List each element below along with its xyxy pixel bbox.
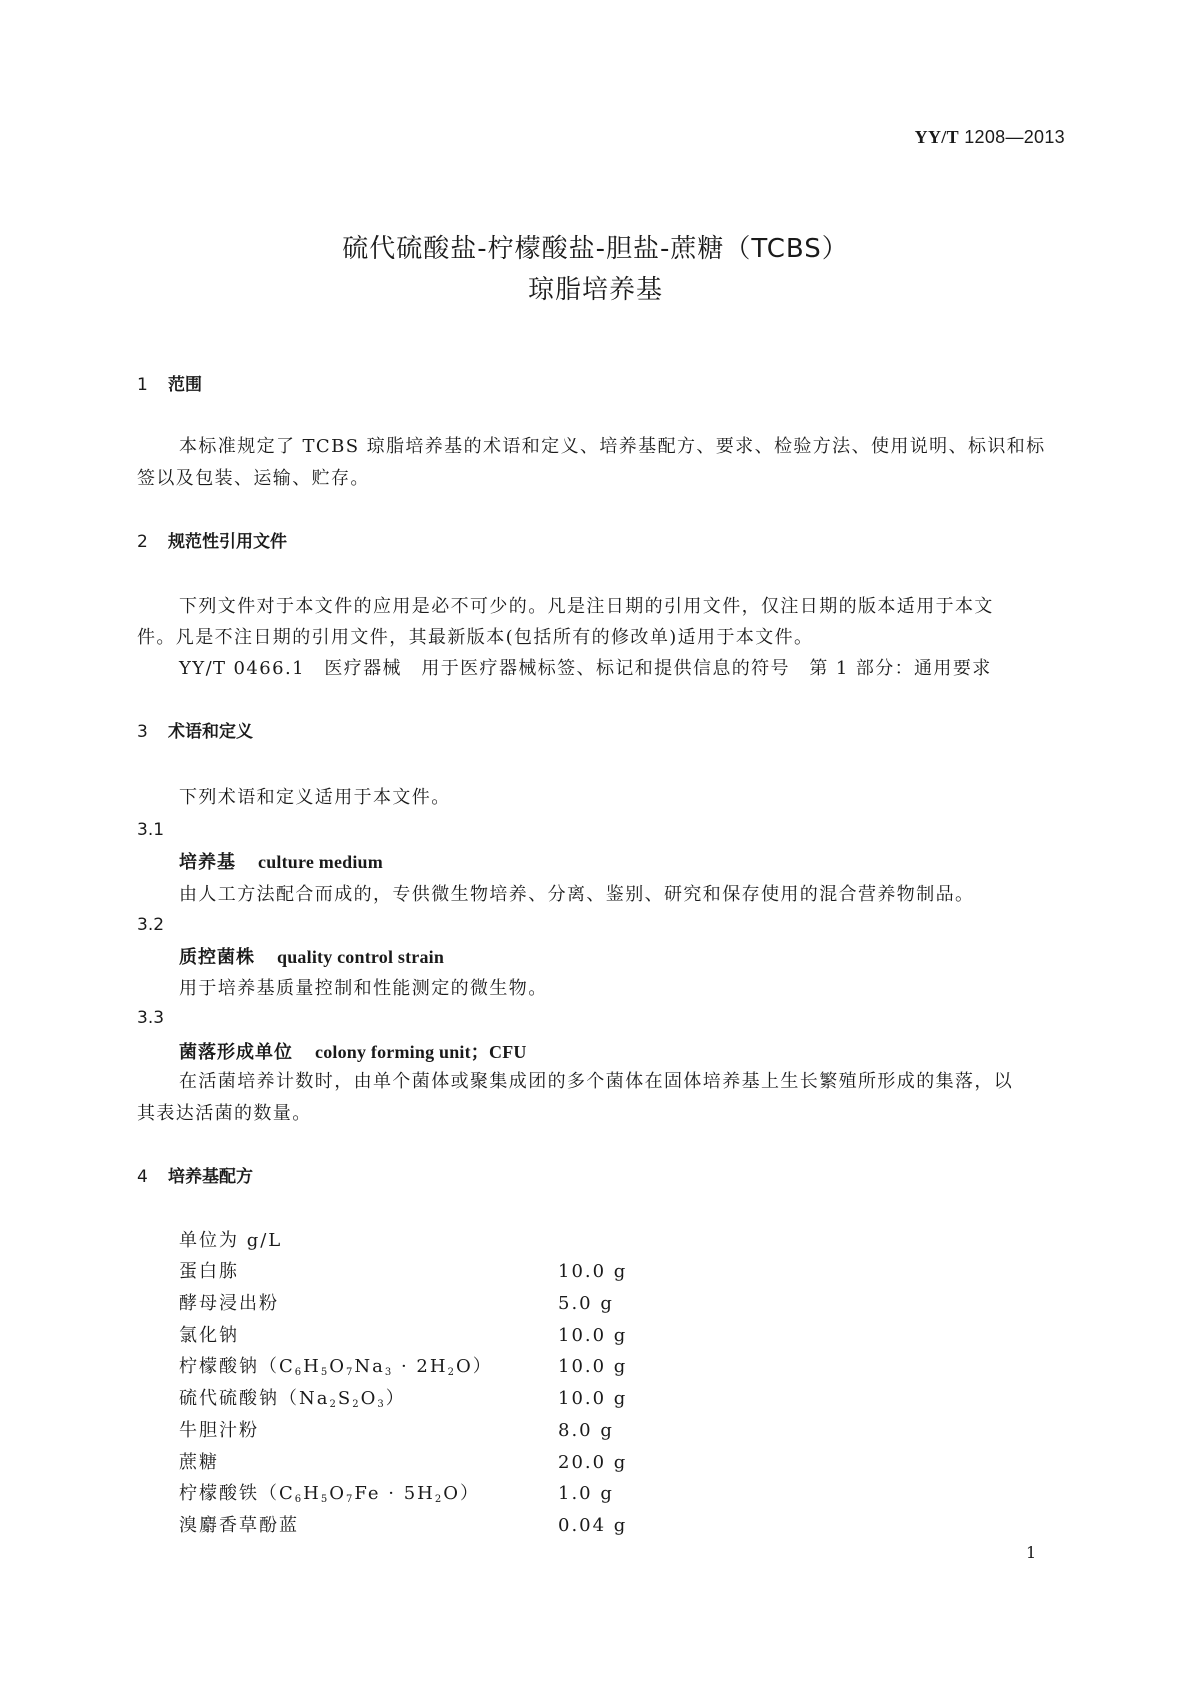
recipe-ingredient: 氯化钠: [179, 1325, 239, 1346]
term-en: culture medium: [258, 852, 383, 872]
section-number: 4: [137, 1167, 148, 1187]
term-definition-line2: 其表达活菌的数量。: [137, 1103, 312, 1124]
recipe-amount: 10.0 g: [558, 1356, 628, 1377]
section-1-heading: [137, 377, 202, 394]
normative-reference: YY/T 0466.1 医疗器械 用于医疗器械标签、标记和提供信息的符号 第 1 部分：通用要求: [179, 658, 992, 679]
recipe-ingredient: 柠檬酸铁$(C_6H_5O_7Fe \cdot 5H_2O)$: [179, 1483, 480, 1505]
recipe-ingredient: 溴麝香草酚蓝: [179, 1515, 299, 1536]
recipe-amount: 1.0 g: [558, 1483, 614, 1504]
term-zh: 培养基: [179, 852, 236, 873]
recipe-ingredient: 硫代硫酸钠$(Na_2S_2O_3)$: [179, 1388, 406, 1410]
term-heading: [179, 948, 444, 967]
document-title-line2: 琼脂培养基: [527, 275, 663, 305]
term-number: 3.3: [137, 1008, 165, 1028]
section-title: 术语和定义: [168, 722, 253, 742]
recipe-amount: 20.0 g: [558, 1452, 628, 1473]
recipe-amount: 0.04 g: [558, 1515, 628, 1536]
section-1-paragraph-line2: 签以及包装、运输、贮存。: [137, 468, 370, 489]
term-number: 3.1: [137, 820, 165, 840]
section-title: 培养基配方: [168, 1167, 253, 1187]
term-heading: [179, 853, 383, 872]
section-title: 范围: [168, 375, 202, 395]
section-3-intro: 下列术语和定义适用于本文件。: [179, 787, 451, 808]
standard-number: 1208—2013: [964, 127, 1065, 147]
term-definition-line1: 在活菌培养计数时，由单个菌体或聚集成团的多个菌体在固体培养基上生长繁殖所形成的集落，以: [179, 1071, 1014, 1092]
section-1-paragraph-line1: 本标准规定了 TCBS 琼脂培养基的术语和定义、培养基配方、要求、检验方法、使用说明、标识和标: [179, 436, 1046, 457]
term-heading: [179, 1043, 527, 1062]
standard-prefix: YY/T: [914, 127, 959, 147]
term-definition: 用于培养基质量控制和性能测定的微生物。: [179, 978, 548, 999]
section-3-heading: [137, 724, 253, 741]
term-number: 3.2: [137, 915, 165, 935]
recipe-amount: 8.0 g: [558, 1420, 614, 1441]
recipe-amount: 10.0 g: [558, 1325, 628, 1346]
standard-code: [915, 128, 1065, 146]
recipe-ingredient: 蛋白胨: [179, 1261, 239, 1282]
term-definition: 由人工方法配合而成的，专供微生物培养、分离、鉴别、研究和保存使用的混合营养物制品。: [179, 884, 975, 905]
term-en: colony forming unit；CFU: [315, 1042, 527, 1062]
term-zh: 菌落形成单位: [179, 1042, 293, 1063]
recipe-ingredient: 酵母浸出粉: [179, 1293, 279, 1314]
recipe-amount: 5.0 g: [558, 1293, 614, 1314]
recipe-ingredient: 蔗糖: [179, 1452, 219, 1473]
term-en: quality control strain: [277, 947, 445, 967]
section-4-heading: [137, 1169, 253, 1186]
section-2-paragraph-line2: 件。凡是不注日期的引用文件，其最新版本(包括所有的修改单)适用于本文件。: [137, 627, 814, 648]
section-title: 规范性引用文件: [168, 532, 287, 552]
section-2-heading: [137, 534, 287, 551]
section-number: 1: [137, 375, 148, 395]
term-zh: 质控菌株: [179, 947, 255, 968]
recipe-amount: 10.0 g: [558, 1261, 628, 1282]
recipe-ingredient: 牛胆汁粉: [179, 1420, 259, 1441]
recipe-unit: 单位为 g/L: [179, 1230, 283, 1251]
recipe-amount: 10.0 g: [558, 1388, 628, 1409]
section-number: 2: [137, 532, 148, 552]
page-number: 1: [1026, 1543, 1037, 1562]
section-number: 3: [137, 722, 148, 742]
section-2-paragraph-line1: 下列文件对于本文件的应用是必不可少的。凡是注日期的引用文件，仅注日期的版本适用于本文: [179, 596, 994, 617]
recipe-ingredient: 柠檬酸钠$(C_6H_5O_7Na_3 \cdot 2H_2O)$: [179, 1356, 493, 1378]
document-title-line1: 硫代硫酸盐-柠檬酸盐-胆盐-蔗糖（TCBS）: [342, 234, 849, 264]
